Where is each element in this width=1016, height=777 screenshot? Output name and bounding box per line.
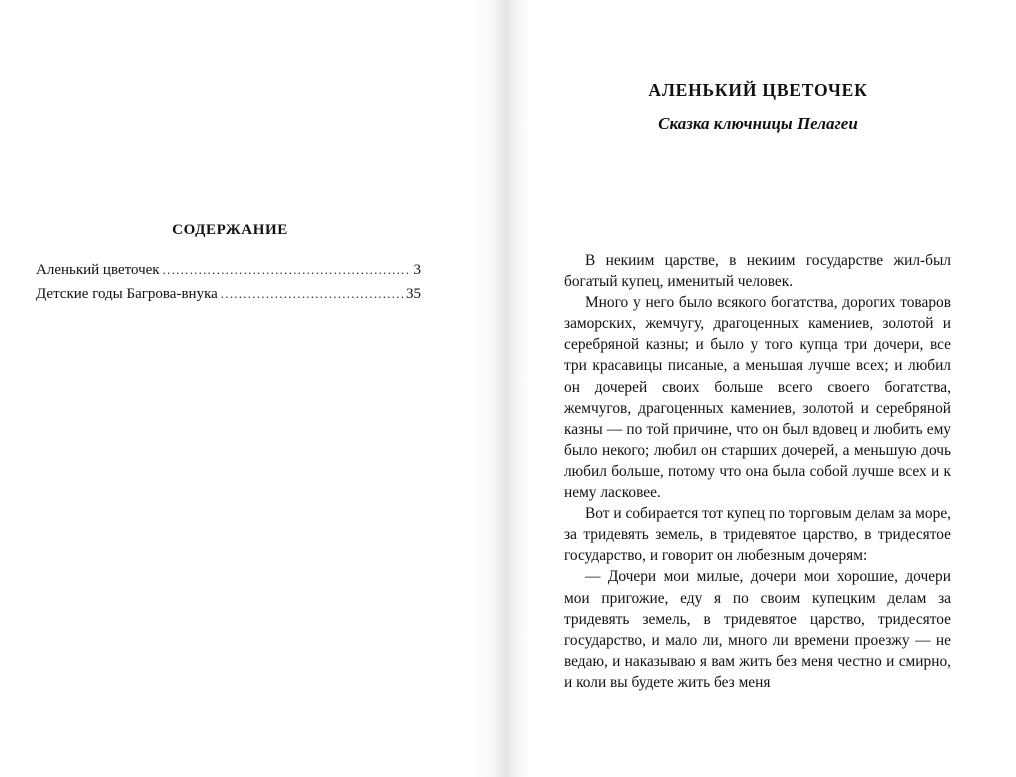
story-paragraph: Вот и собирается тот купец по торговым делам за море, за тридевять земель, в тридевятое царство, в тридесятое государство, и говорит он любезным дочерям: xyxy=(564,505,951,565)
toc-entry-title: Аленький цветочек xyxy=(36,262,160,278)
story-paragraph: Много у него было всякого богатства, дорогих товаров заморских, жемчугу, драгоценных камениев, золотой и серебряной казны; и было у того купца три дочери, все три красавицы писаные, а меньшая лучше всех; и любил он дочерей своих больше всего своего богатства, жемчугов, драгоценных камениев, золотой и серебряной казны — по той причине, что он был вдовец и любить ему было некого; любил он старших дочерей, а меньшую дочь любил больше, потому что она была собой лучше всех и к нему ласковее. xyxy=(564,294,951,502)
right-page xyxy=(505,0,1016,777)
story-subtitle: Сказка ключницы Пелагеи xyxy=(658,114,858,133)
story-body xyxy=(564,250,951,693)
toc-title: СОДЕРЖАНИЕ xyxy=(172,222,288,238)
story-paragraph: В некиим царстве, в некиим государстве жил-был богатый купец, именитый человек. xyxy=(564,252,951,291)
toc-entry[interactable] xyxy=(36,282,421,306)
left-page xyxy=(0,0,505,777)
toc-entry-page: 3 xyxy=(413,262,421,278)
story-title: АЛЕНЬКИЙ ЦВЕТОЧЕК xyxy=(648,80,868,100)
toc-dot-leader xyxy=(163,258,411,282)
toc-dot-leader xyxy=(221,282,403,306)
toc-entry-title: Детские годы Багрова-внука xyxy=(36,286,218,302)
page-gutter-shadow xyxy=(471,0,505,777)
toc-entry-page: 35 xyxy=(406,286,421,302)
toc-list xyxy=(36,258,421,306)
story-paragraph: — Дочери мои милые, дочери мои хорошие, дочери мои пригожие, еду я по своим купецким делам за тридевять земель, в тридевятое царство, тридесятое государство, и мало ли, много ли времени проезжу — не ведаю, и наказываю я вам жить без меня честно и смирно, и коли вы будете жить без меня xyxy=(564,568,951,691)
toc-entry[interactable] xyxy=(36,258,421,282)
